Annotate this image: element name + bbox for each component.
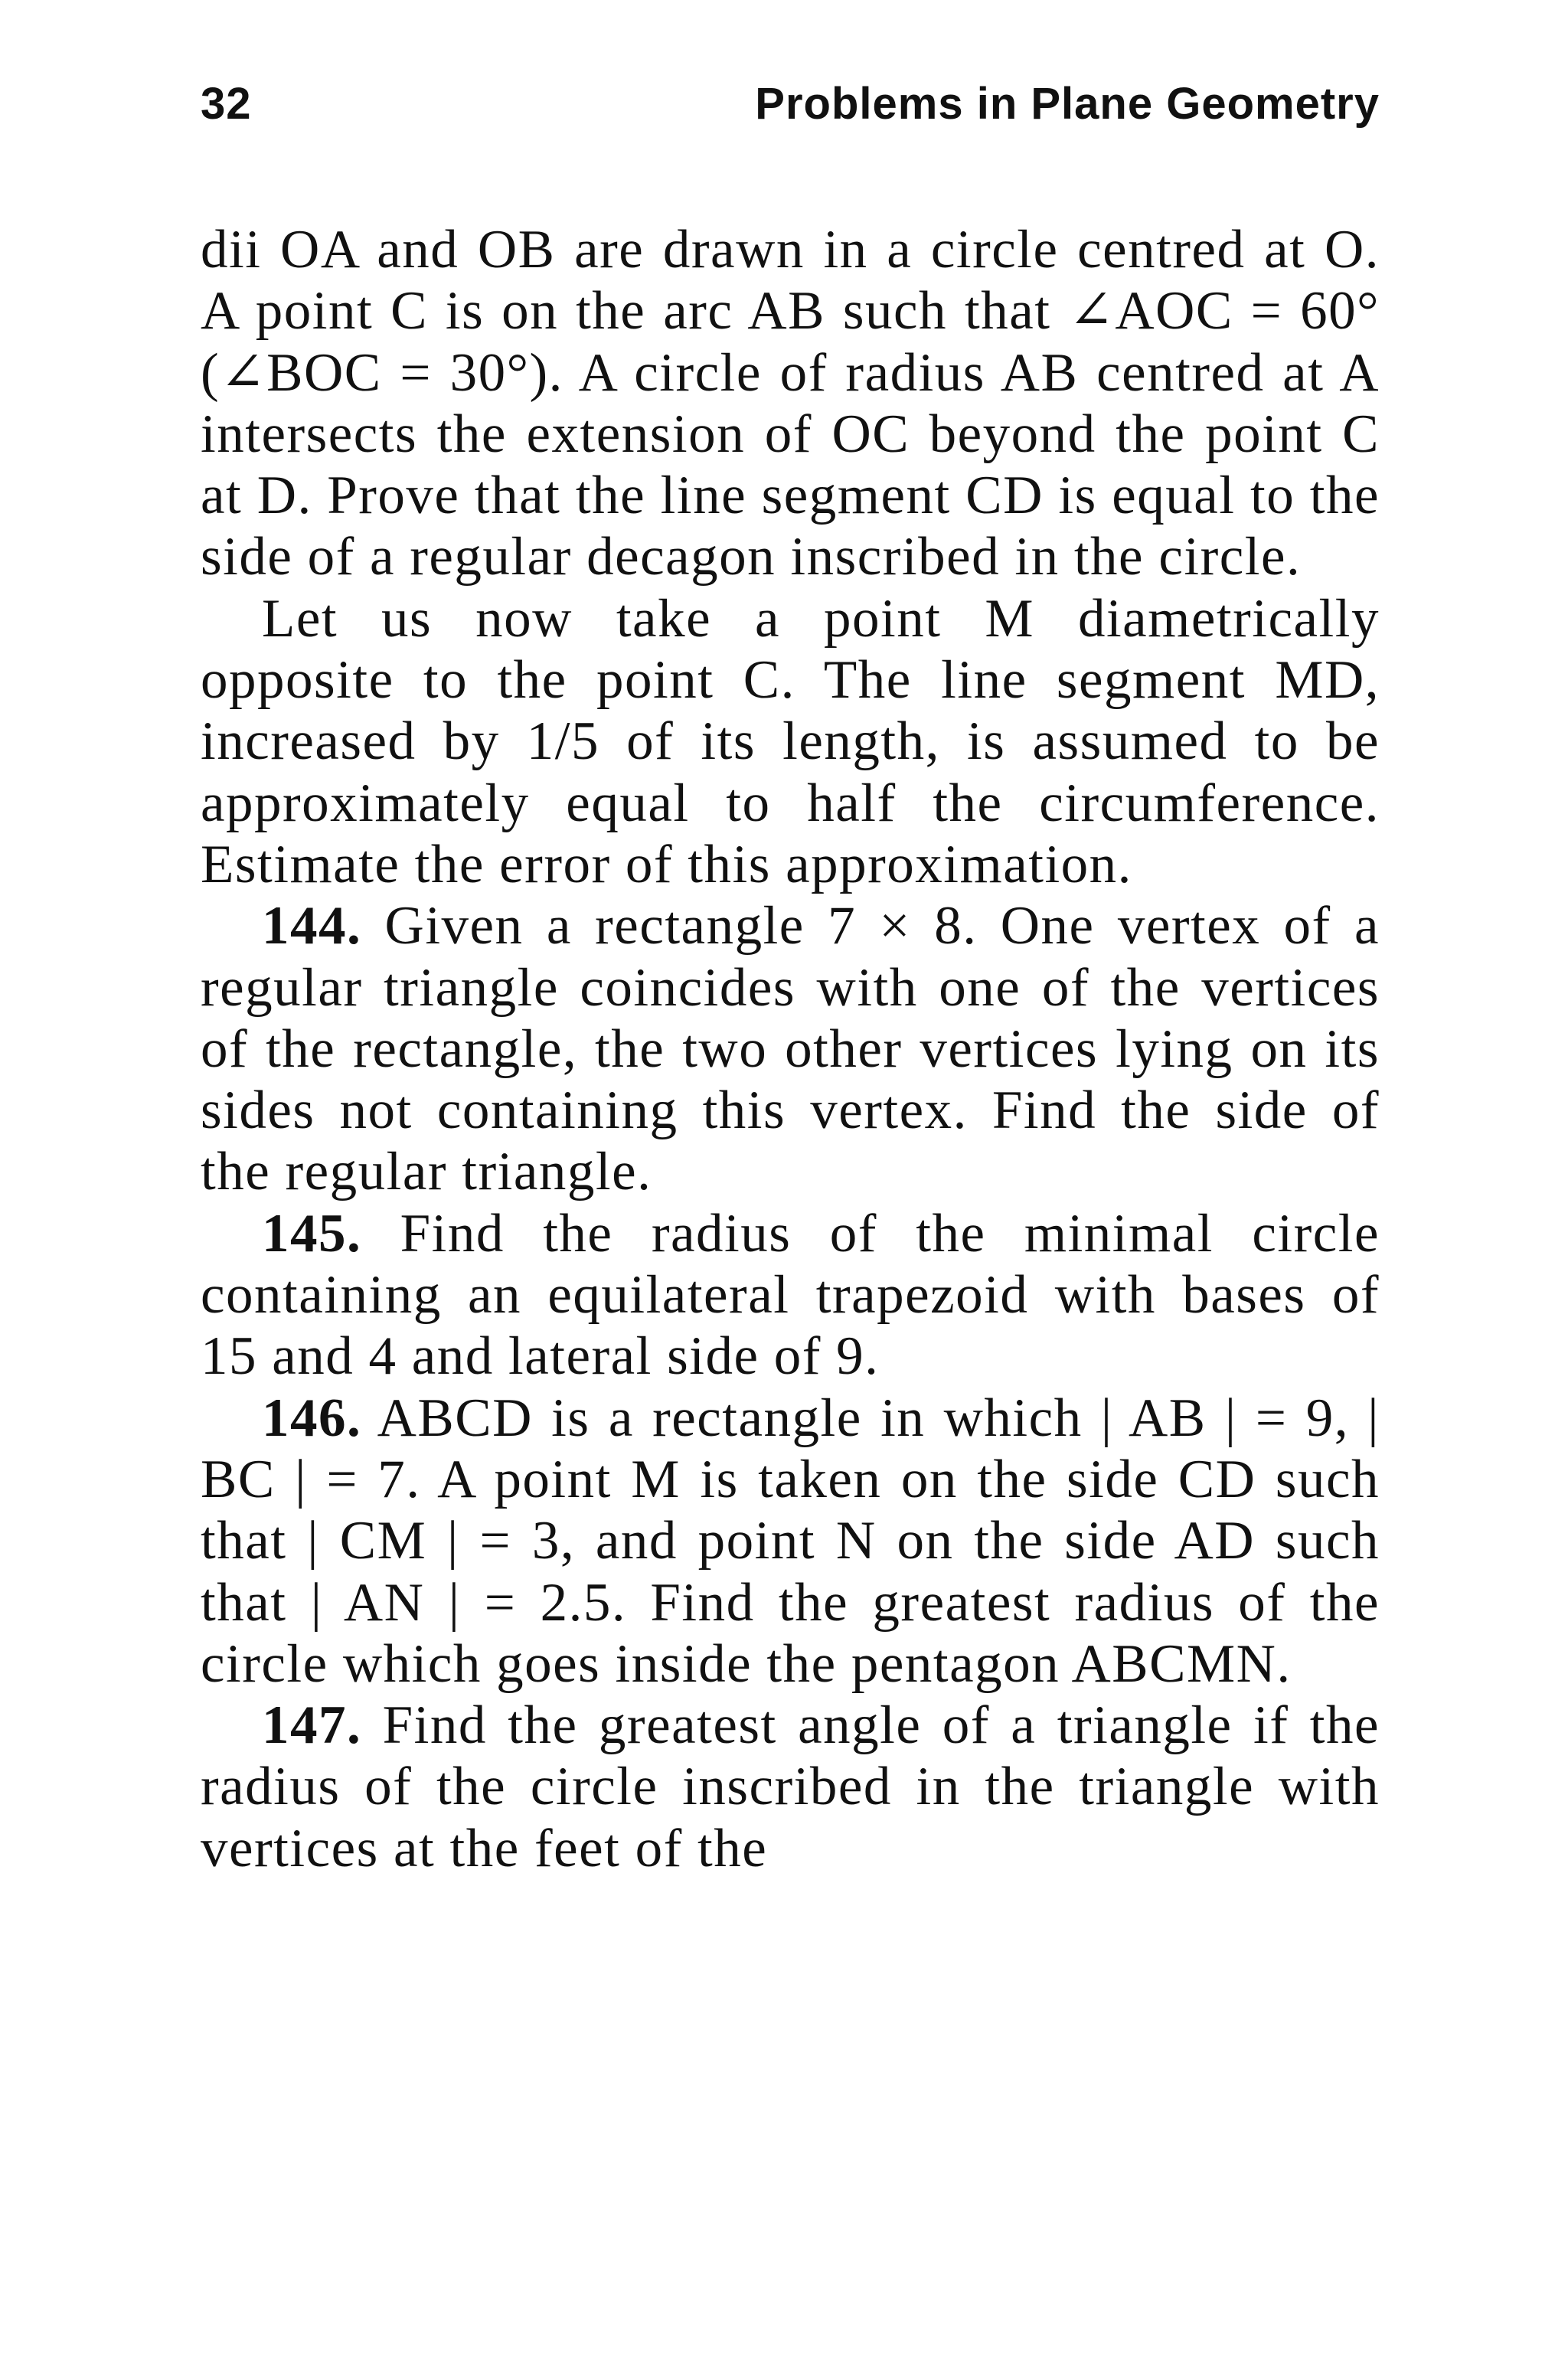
problem-145 [201, 1203, 1380, 1388]
running-title: Problems in Plane Geometry [755, 79, 1380, 129]
problem-number: 146. [262, 1388, 362, 1448]
problem-number: 145. [262, 1203, 362, 1264]
paragraph-text: dii OA and OB are drawn in a circle centred at O. A point C is on the arc AB such that ∠AOC = 60° (∠BOC = 30°). A circle of radius AB centred at A intersects the extension of OC beyond the point C at D. Prove that the line segment CD is equal to the side of a regular decagon inscribed in the circle. [201, 220, 1380, 587]
page-number: 32 [201, 79, 252, 129]
body-text [201, 219, 1380, 1879]
problem-147 [201, 1695, 1380, 1879]
problem-144 [201, 895, 1380, 1202]
problem-146 [201, 1388, 1380, 1695]
running-head [201, 74, 1380, 135]
problem-text: Find the radius of the minimal circle containing an equilateral trapezoid with bases of 15 and 4 and lateral side of 9. [201, 1203, 1380, 1387]
problem-text: Find the greatest angle of a triangle if the radius of the circle inscribed in the triangle with vertices at the feet of the [201, 1695, 1380, 1878]
paragraph-continuation [201, 219, 1380, 588]
problem-number: 147. [262, 1695, 362, 1756]
book-page [201, 74, 1380, 1879]
paragraph-text: Let us now take a point M diametrically opposite to the point C. The line segment MD, increased by 1/5 of its length, is assumed to be approximately equal to half the circumference. Estimate the error of this approximation. [201, 588, 1380, 894]
problem-text: ABCD is a rectangle in which | AB | = 9, | BC | = 7. A point M is taken on the side CD such that | CM | = 3, and point N on the side AD such that | AN | = 2.5. Find the greatest radius of the circle which goes inside the pentagon ABCMN. [201, 1388, 1380, 1694]
paragraph-continuation-2 [201, 588, 1380, 895]
problem-number: 144. [262, 896, 362, 956]
problem-text: Given a rectangle 7 × 8. One vertex of a regular triangle coincides with one of the vertices of the rectangle, the two other vertices lying on its sides not containing this vertex. Find the side of the regular triangle. [201, 896, 1380, 1202]
